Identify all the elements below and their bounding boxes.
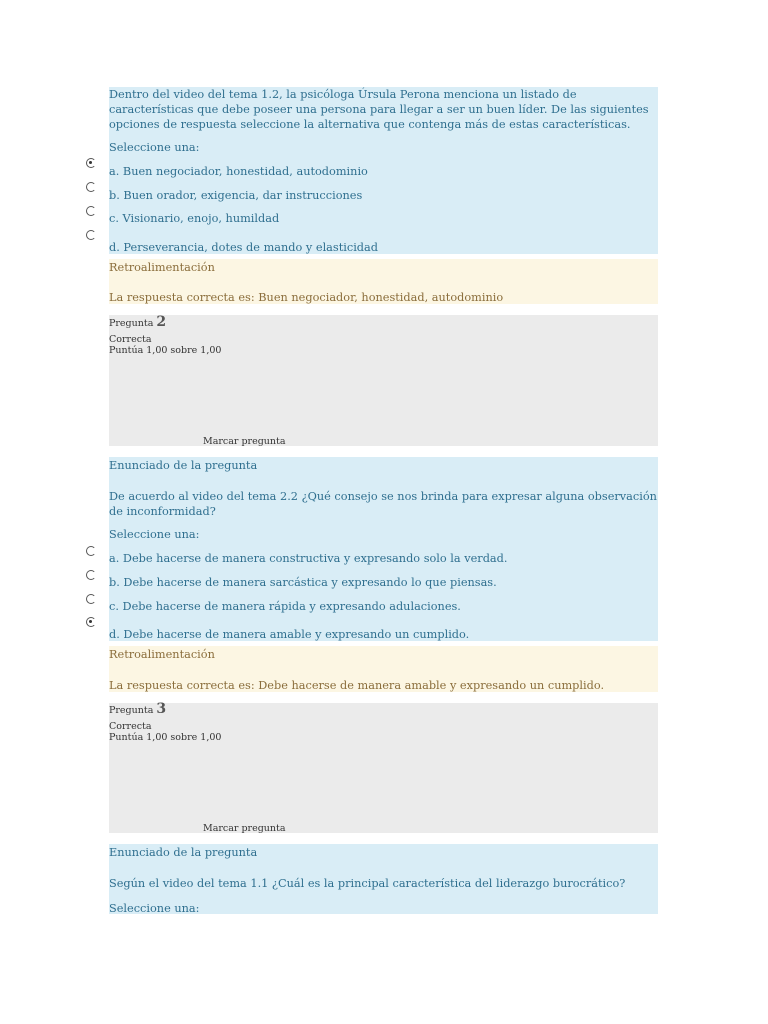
question-1-option-d[interactable]: d. Perseverancia, dotes de mando y elasticidad [109, 241, 379, 254]
question-3-number-line [109, 701, 167, 717]
question-2-pregunta-label: Pregunta [109, 318, 154, 329]
question-2-option-d[interactable]: d. Debe hacerse de manera amable y expresando un cumplido. [109, 628, 470, 641]
question-3-pregunta-label: Pregunta [109, 705, 154, 716]
question-2-heading: Enunciado de la pregunta [109, 459, 258, 472]
question-2-select-label: Seleccione una: [109, 528, 200, 541]
question-1-option-a[interactable]: a. Buen negociador, honestidad, autodominio [109, 165, 368, 178]
question-2-feedback-title: Retroalimentación [109, 648, 215, 661]
question-1-radio-a[interactable] [86, 158, 96, 168]
question-1-radio-b[interactable] [86, 182, 96, 192]
question-2-option-a[interactable]: a. Debe hacerse de manera constructiva y expresando solo la verdad. [109, 552, 508, 565]
question-2-option-c[interactable]: c. Debe hacerse de manera rápida y expresando adulaciones. [109, 600, 461, 613]
question-3-status: Correcta [109, 721, 152, 732]
question-3-score: Puntúa 1,00 sobre 1,00 [109, 732, 222, 743]
question-1-option-c[interactable]: c. Visionario, enojo, humildad [109, 212, 280, 225]
question-2-radio-d[interactable] [86, 617, 96, 627]
question-3-text: Según el video del tema 1.1 ¿Cuál es la principal característica del liderazgo burocrático? [109, 877, 626, 890]
question-2-radio-c[interactable] [86, 594, 96, 604]
question-2-status: Correcta [109, 334, 152, 345]
question-1-select-label: Seleccione una: [109, 141, 200, 154]
question-2-feedback-text: La respuesta correcta es: Debe hacerse de manera amable y expresando un cumplido. [109, 679, 605, 692]
question-1-feedback-title: Retroalimentación [109, 261, 215, 274]
question-2-text: De acuerdo al video del tema 2.2 ¿Qué consejo se nos brinda para expresar alguna observación de inconformidad? [109, 490, 657, 518]
question-1-text: Dentro del video del tema 1.2, la psicóloga Úrsula Perona menciona un listado de características que debe poseer una persona para llegar a ser un buen líder. De las siguientes opciones de respuesta seleccione la alternativa que contenga más de estas características. [109, 88, 649, 131]
question-1-radio-c[interactable] [86, 206, 96, 216]
question-1-option-b[interactable]: b. Buen orador, exigencia, dar instrucciones [109, 189, 363, 202]
question-2-number-line [109, 314, 167, 330]
question-2-info-panel [109, 315, 658, 446]
question-2-number: 2 [156, 314, 167, 330]
question-2-flag-link[interactable]: Marcar pregunta [203, 436, 286, 447]
question-2-radio-a[interactable] [86, 546, 96, 556]
question-2-radio-b[interactable] [86, 570, 96, 580]
question-1-radio-d[interactable] [86, 230, 96, 240]
question-2-option-b[interactable]: b. Debe hacerse de manera sarcástica y expresando lo que piensas. [109, 576, 497, 589]
question-3-flag-link[interactable]: Marcar pregunta [203, 823, 286, 834]
question-3-info-panel [109, 703, 658, 833]
question-1-feedback-text: La respuesta correcta es: Buen negociador, honestidad, autodominio [109, 291, 504, 304]
question-3-number: 3 [156, 701, 167, 717]
question-3-select-label: Seleccione una: [109, 902, 200, 915]
question-2-score: Puntúa 1,00 sobre 1,00 [109, 345, 222, 356]
question-3-heading: Enunciado de la pregunta [109, 846, 258, 859]
